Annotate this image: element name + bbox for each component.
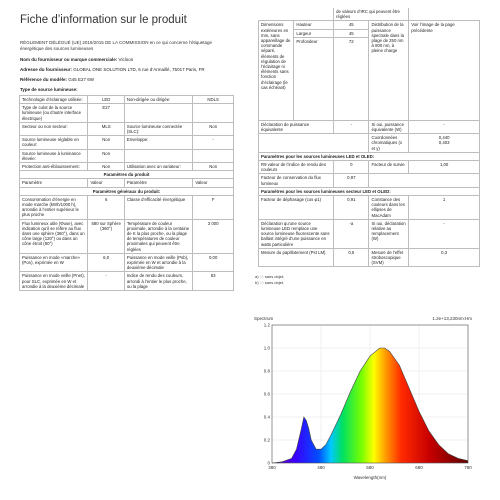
dim-width-label: Largeur xyxy=(294,29,334,37)
param-value: F xyxy=(193,195,234,219)
param-value xyxy=(193,104,234,123)
param-label: Technologie d’éclairage utilisée: xyxy=(20,96,88,104)
param-label xyxy=(124,104,192,123)
r9-label: R9 valeur de l’indice de rendu des couleurs xyxy=(259,161,334,174)
dim-width-value: 45 xyxy=(334,29,369,37)
stroboscopic-label: Mesure de l’effet stroboscopique (SVM) xyxy=(369,248,409,267)
param-value: Non xyxy=(193,122,234,135)
param-value: 580 sur Sphère (360°) xyxy=(88,219,124,253)
right-spec-table xyxy=(258,8,480,267)
page-title: Fiche d’information sur le produit xyxy=(20,14,187,26)
footnote-a: a) '-': sans objet; xyxy=(255,274,285,279)
col-header: Paramètre xyxy=(124,179,192,187)
y-tick-label: 0 xyxy=(267,460,270,466)
table-row xyxy=(20,163,234,171)
param-value: MLS xyxy=(88,122,124,135)
param-value: NDLS xyxy=(193,96,234,104)
param-label: Flux lumineux utile (Φuse), avec indication qu’il se réfère au flux dans une sphère (360°), dans un cône large (120°) ou dans un cône étroit (90°) xyxy=(20,219,88,253)
x-tick-label: 480 xyxy=(317,465,325,470)
equivalent-power-value-2: - xyxy=(409,120,480,133)
y-tick-label: 1.0 xyxy=(263,345,270,351)
table-row xyxy=(20,253,234,272)
dim-height-label: Hauteur xyxy=(294,21,334,29)
supplier-label: Nom du fournisseur ou marque commerciale: xyxy=(20,57,118,62)
param-value: 0,00 xyxy=(193,253,234,272)
dimensions-label: Dimensions extérieures en mm, sans appareillage de commande séparé, éléments de régulation de l’éclairage ni éléments sans fonction d’éclairage (le cas échéant) xyxy=(259,21,294,120)
param-label: Température de couleur proximale, arrondie à la centaine de K la plus proche, ou la plage de températures de couleur proximales qui peuvent être réglées xyxy=(124,219,192,253)
param-label: Non-dirigée ou dirigée: xyxy=(124,96,192,104)
replacement-label-2: Si oui, déclaration relative au remplacement (W) xyxy=(369,219,409,248)
param-label: Source lumineuse à luminance élevée: xyxy=(20,149,88,162)
table-row xyxy=(20,219,234,253)
param-value: - xyxy=(193,136,234,149)
chart-title: Spectrum xyxy=(254,316,274,321)
param-label xyxy=(124,149,192,162)
spectrum-chart xyxy=(252,313,474,483)
param-label: Protection anti-éblouissement: xyxy=(20,163,88,171)
param-label: Puissance en mode veille (Pnet), pour SLC, exprimée en W et arrondie à la deuxième décimale xyxy=(20,272,88,291)
param-label: Secteur ou non secteur: xyxy=(20,122,88,135)
flicker-label: Mesure du papillotement (Pst LM) xyxy=(259,248,334,267)
stroboscopic-value: 0,3 xyxy=(409,248,480,267)
table-row xyxy=(20,136,234,149)
param-value: Non xyxy=(88,136,124,149)
param-value xyxy=(193,149,234,162)
left-spec-table xyxy=(19,95,234,291)
macadam-label: Constance des couleurs dans les ellipses de MacAdam xyxy=(369,196,409,220)
product-params-header: Paramètres du produit xyxy=(20,171,234,179)
table-row xyxy=(20,122,234,135)
equivalent-power-value: - xyxy=(334,120,369,133)
cri-note: de valeurs d’IRC qui peuvent être réglées xyxy=(334,8,409,21)
col-header: Paramètre xyxy=(20,179,88,187)
y-axis-ticks xyxy=(264,323,271,466)
param-label: Type de culot de la source lumineuse (ou d’autre interface électrique) xyxy=(20,104,88,123)
survival-label: Facteur de survie xyxy=(369,161,409,174)
spectrum-area xyxy=(272,348,468,463)
replacement-value: -a xyxy=(334,219,369,248)
cosphi-value: 0,91 xyxy=(334,196,369,220)
spectral-label: Distribution de la puissance spectrale dans la plage de 250 nm à 800 nm, à pleine charge xyxy=(369,21,409,120)
dim-depth-value: 72 xyxy=(334,37,369,120)
param-label: Puissance en mode veille (Psb), exprimée en W et arrondie à la deuxième décimale xyxy=(124,253,192,272)
flux-maintenance-value: 0,97 xyxy=(334,174,369,187)
address-value: GLOBAL ONE SOLUTION LTD, 6 rue d’Armaillé, 75017 Paris, FR xyxy=(73,67,205,72)
table-row xyxy=(20,149,234,162)
x-tick-label: 680 xyxy=(415,465,423,470)
x-tick-label: 380 xyxy=(268,465,276,470)
chart-annotation: 1.2e+13,230nm:Hm xyxy=(432,316,472,321)
param-label: Puissance en mode «marche» (Pon), exprimée en W xyxy=(20,253,88,272)
param-label: Source lumineuse connectée (SLC): xyxy=(124,122,192,135)
dim-depth-label: Profondeur xyxy=(294,37,334,120)
table-row xyxy=(20,104,234,123)
footnotes xyxy=(255,274,284,286)
param-value: 6,0 xyxy=(88,253,124,272)
x-axis-label: Wavelength(nm) xyxy=(353,475,387,480)
table-row xyxy=(20,96,234,104)
led-oled-header: Paramètres pour les sources lumineuses LED et OLED: xyxy=(259,152,480,160)
col-header: Valeur xyxy=(193,179,234,187)
y-tick-label: 1.2 xyxy=(263,322,270,328)
param-value: LED xyxy=(88,96,124,104)
x-tick-label: 780 xyxy=(464,465,472,470)
param-value: Non xyxy=(193,163,234,171)
chromaticity-label: Coordonnées chromatiques (x et y) xyxy=(369,134,409,153)
supplier-value: Vicloon xyxy=(118,57,134,62)
equivalent-power-label: Déclaration de puissance équivalente xyxy=(259,120,334,133)
y-tick-label: 0.6 xyxy=(263,391,270,397)
chromaticity-value: 0,440 0,403 xyxy=(409,134,480,153)
table-row xyxy=(20,195,234,219)
y-tick-label: 0.4 xyxy=(263,414,270,420)
param-label: Utilisation avec un variateur: xyxy=(124,163,192,171)
param-label: Classe d’efficacité énergétique xyxy=(124,195,192,219)
general-params-header: Paramètres généraux du produit: xyxy=(20,187,234,195)
param-value: 3 000 xyxy=(193,219,234,253)
equivalent-power-label-2: Si oui, puissance équivalente (W) xyxy=(369,120,409,133)
model-line xyxy=(20,77,94,83)
led-mains-header: Paramètres pour les sources lumineuses secteur LED et OLED: xyxy=(259,187,480,195)
param-label: Enveloppe: xyxy=(124,136,192,149)
param-value: Non xyxy=(88,149,124,162)
table-row xyxy=(20,272,234,291)
y-tick-label: 0.8 xyxy=(263,368,270,374)
spectrum-svg xyxy=(252,313,474,483)
r9-value: 0 xyxy=(334,161,369,174)
address-label: Adresse du fournisseur: xyxy=(20,67,73,72)
x-axis-ticks xyxy=(268,465,472,470)
param-label: Consommation d’énergie en mode marche (kWh/1000 h), arrondie à l’entier supérieur le plus proche xyxy=(20,195,88,219)
col-header: Valeur xyxy=(88,179,124,187)
param-label: Source lumineuse réglable en couleur: xyxy=(20,136,88,149)
param-value: 83 xyxy=(193,272,234,291)
footnote-b: b) '-': sans objet. xyxy=(255,280,285,285)
model-value: G45 E27 6W xyxy=(68,77,95,82)
macadam-value: 1 xyxy=(409,196,480,220)
spectral-value: Voir l’image de la page précédente xyxy=(409,21,480,120)
model-label: Référence du modèle: xyxy=(20,77,68,82)
survival-value: 1,00 xyxy=(409,161,480,174)
param-value: - xyxy=(88,272,124,291)
replacement-value-2: - xyxy=(409,219,480,248)
source-type-label: Type de source lumineuse: xyxy=(20,87,78,92)
dim-height-value: 45 xyxy=(334,21,369,29)
param-value: E27 xyxy=(88,104,124,123)
cosphi-label: Facteur de déphasage (cos φ1) xyxy=(259,196,334,220)
flux-maintenance-label: Facteur de conservation du flux lumineux xyxy=(259,174,334,187)
x-tick-label: 580 xyxy=(366,465,374,470)
param-value: 6 xyxy=(88,195,124,219)
regulation-text: RÈGLEMENT DÉLÉGUÉ (UE) 2019/2015 DE LA COMMISSION en ce qui concerne l’étiquetage énergétique des sources lumineuses xyxy=(20,40,213,51)
param-label: Indice de rendu des couleurs, arrondi à l’entier le plus proche, ou la plage xyxy=(124,272,192,291)
param-value: Non xyxy=(88,163,124,171)
flicker-value: 0,5 xyxy=(334,248,369,267)
address-line xyxy=(20,67,205,73)
replacement-label: Déclaration qu’une source lumineuse LED remplace une source lumineuse fluorescente sans ballast intégré d’une puissance en watts particulière xyxy=(259,219,334,248)
supplier-line xyxy=(20,57,133,63)
y-tick-label: 0.2 xyxy=(263,437,270,443)
